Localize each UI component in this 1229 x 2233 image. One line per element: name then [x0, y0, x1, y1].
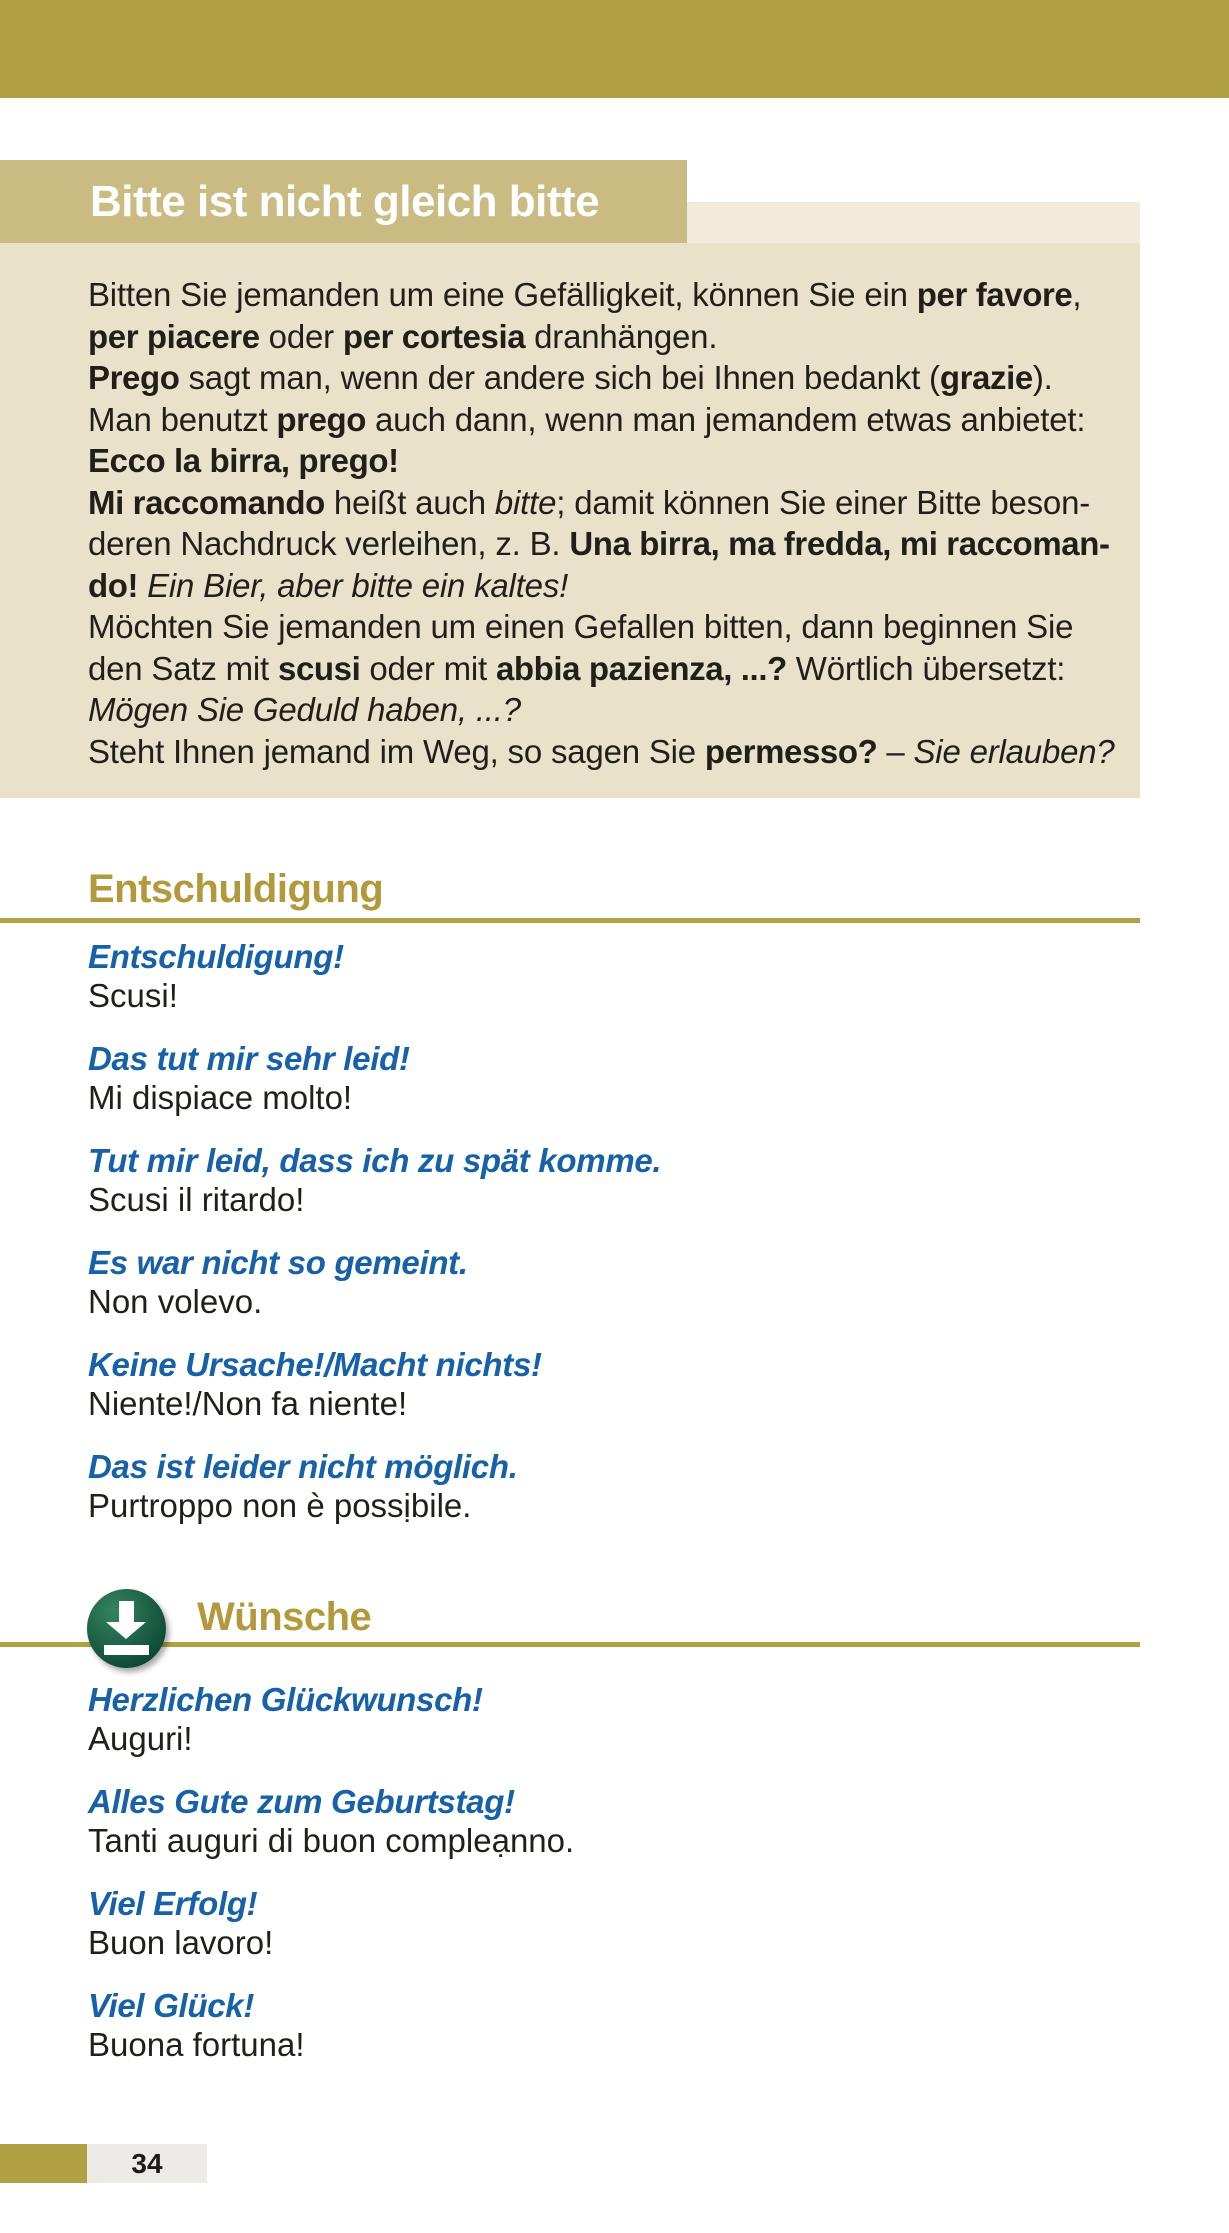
- page-number-box: [87, 2144, 207, 2183]
- download-arrow-head: [106, 1622, 146, 1639]
- page-footer: [0, 2144, 1229, 2183]
- info-box-line: Mögen Sie Geduld haben, ...?: [88, 691, 521, 728]
- german-phrase: Viel Erfolg!: [88, 1885, 258, 1922]
- download-arrow-bar: [104, 1645, 149, 1655]
- phrase-pair: [88, 1039, 1148, 1117]
- info-box-line: Möchten Sie jemanden um einen Gefallen bitten, dann beginnen Sie: [88, 608, 1074, 645]
- german-phrase: Viel Glück!: [88, 1987, 255, 2024]
- italian-phrase: Mi dispiace molto!: [88, 1079, 353, 1116]
- phrase-list-wuensche: [88, 1680, 1148, 2088]
- phrase-list-entschuldigung: [88, 937, 1148, 1549]
- info-box-line: Man benutzt prego auch dann, wenn man jemandem etwas anbietet:: [88, 400, 1086, 438]
- italian-phrase: Buona fortuna!: [88, 2026, 305, 2063]
- german-phrase: Es war nicht so gemeint.: [88, 1244, 468, 1281]
- phrase-pair: [88, 1345, 1148, 1423]
- download-arrow-shaft: [119, 1601, 134, 1622]
- phrase-pair: [88, 1680, 1148, 1758]
- info-box-title: Bitte ist nicht gleich bitte: [90, 176, 600, 226]
- german-phrase: Herzlichen Glückwunsch!: [88, 1681, 483, 1718]
- german-phrase: Das ist leider nicht möglich.: [88, 1448, 518, 1485]
- german-phrase: Tut mir leid, dass ich zu spät komme.: [88, 1142, 662, 1179]
- download-icon: [87, 1589, 166, 1668]
- italian-phrase: Tanti auguri di buon compleạnno.: [88, 1822, 575, 1859]
- italian-phrase: Auguri!: [88, 1720, 193, 1757]
- phrase-pair: [88, 1782, 1148, 1860]
- german-phrase: Alles Gute zum Geburtstag!: [88, 1783, 515, 1820]
- section-heading-wuensche: Wünsche: [197, 1595, 372, 1639]
- phrase-pair: [88, 1447, 1148, 1525]
- info-box-title-bar: [0, 160, 687, 243]
- german-phrase: Keine Ursache!/Macht nichts!: [88, 1346, 542, 1383]
- italian-phrase: Scusi!: [88, 977, 178, 1014]
- footer-accent-block: [0, 2144, 87, 2183]
- section-rule-entschuldigung: [0, 918, 1140, 923]
- info-box-line: per piacere oder per cortesia dranhängen.: [88, 317, 718, 355]
- italian-phrase: Purtroppo non è possịbile.: [88, 1487, 472, 1524]
- section-heading-entschuldigung: Entschuldigung: [88, 867, 384, 911]
- top-color-bar: [0, 0, 1229, 98]
- info-box-line: Bitten Sie jemanden um eine Gefälligkeit, können Sie ein per favore,: [88, 276, 1082, 313]
- info-box-line: den Satz mit scusi oder mit abbia pazienza, ...? Wörtlich übersetzt:: [88, 649, 1066, 687]
- info-box-line: Mi raccomando heißt auch bitte; damit können Sie einer Bitte beson-: [88, 483, 1091, 521]
- info-box-top-band: [687, 202, 1140, 243]
- italian-phrase: Niente!/Non fa niente!: [88, 1385, 408, 1422]
- section-rule-wuensche: [0, 1642, 1140, 1647]
- info-box-line: Ecco la birra, prego!: [88, 442, 399, 479]
- phrase-pair: [88, 1884, 1148, 1962]
- info-box-line: do! Ein Bier, aber bitte ein kaltes!: [88, 566, 569, 604]
- info-box-line: deren Nachdruck verleihen, z. B. Una birra, ma fredda, mi raccoman-: [88, 525, 1110, 562]
- italian-phrase: Buon lavoro!: [88, 1924, 274, 1961]
- info-box-text: [88, 274, 1138, 772]
- phrase-pair: [88, 1243, 1148, 1321]
- info-box-line: Prego sagt man, wenn der andere sich bei Ihnen bedankt (grazie).: [88, 359, 1053, 396]
- page-number: 34: [131, 2147, 163, 2179]
- phrase-pair: [88, 1986, 1148, 2064]
- german-phrase: Das tut mir sehr leid!: [88, 1040, 410, 1077]
- italian-phrase: Scusi il ritardo!: [88, 1181, 305, 1218]
- phrase-pair: [88, 937, 1148, 1015]
- phrase-pair: [88, 1141, 1148, 1219]
- info-box-line: Steht Ihnen jemand im Weg, so sagen Sie permesso? – Sie erlauben?: [88, 732, 1115, 770]
- italian-phrase: Non volevo.: [88, 1283, 263, 1320]
- german-phrase: Entschuldigung!: [88, 938, 344, 975]
